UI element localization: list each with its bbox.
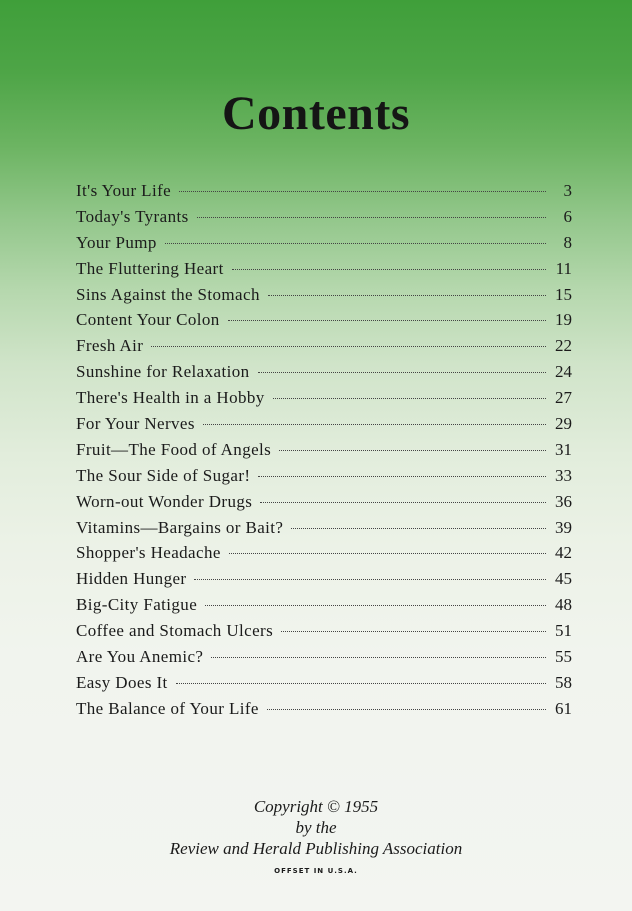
dot-leader <box>291 528 546 529</box>
copyright-line: Copyright © 1955 <box>253 797 379 816</box>
toc-entry-page-number: 39 <box>555 517 572 537</box>
toc-entry <box>76 592 572 618</box>
toc-entry <box>76 463 572 489</box>
toc-entry-title: Sins Against the Stomach <box>76 284 260 304</box>
toc-entry-page-number: 29 <box>555 414 572 434</box>
table-of-contents <box>76 178 572 722</box>
toc-entry-title: The Balance of Your Life <box>76 698 259 718</box>
toc-entry-page-number: 48 <box>555 595 572 615</box>
copyright-block <box>0 796 632 859</box>
toc-entry-page-number: 61 <box>555 698 572 718</box>
toc-entry-title: Coffee and Stomach Ulcers <box>76 621 274 641</box>
toc-entry <box>76 256 572 282</box>
dot-leader <box>165 243 546 244</box>
toc-entry-title: Big-City Fatigue <box>76 595 198 615</box>
toc-entry-title: The Fluttering Heart <box>76 258 224 278</box>
dot-leader <box>258 372 546 373</box>
toc-entry <box>76 204 572 230</box>
toc-entry <box>76 670 572 696</box>
toc-entry-page-number: 36 <box>555 491 572 511</box>
publisher-name: Review and Herald Publishing Association <box>169 839 463 858</box>
toc-entry <box>76 178 572 204</box>
toc-entry <box>76 333 572 359</box>
toc-entry-page-number: 55 <box>555 647 572 667</box>
dot-leader <box>258 476 546 477</box>
toc-entry-title: Easy Does It <box>76 672 168 692</box>
dot-leader <box>197 217 546 218</box>
toc-entry-page-number: 22 <box>555 336 572 356</box>
dot-leader <box>268 295 546 296</box>
toc-entry-page-number: 24 <box>555 362 572 382</box>
toc-entry <box>76 515 572 541</box>
dot-leader <box>267 709 546 710</box>
toc-entry-title: For Your Nerves <box>76 414 195 434</box>
toc-entry <box>76 359 572 385</box>
toc-entry <box>76 618 572 644</box>
toc-entry-page-number: 3 <box>563 181 572 200</box>
toc-entry-title: Your Pump <box>76 232 157 252</box>
dot-leader <box>260 502 546 503</box>
toc-entry-page-number: 8 <box>563 232 572 252</box>
toc-entry <box>76 566 572 592</box>
toc-entry-title: It's Your Life <box>76 181 172 200</box>
toc-entry <box>76 644 572 670</box>
printer-note: OFFSET IN U.S.A. <box>274 867 358 875</box>
toc-entry-page-number: 15 <box>555 284 572 304</box>
toc-entry <box>76 696 572 722</box>
toc-entry-page-number: 19 <box>555 310 572 330</box>
dot-leader <box>151 346 546 347</box>
toc-entry-title: Sunshine for Relaxation <box>76 362 250 382</box>
dot-leader <box>273 398 546 399</box>
toc-entry-title: Are You Anemic? <box>76 647 204 667</box>
toc-entry-page-number: 27 <box>555 388 572 408</box>
toc-entry <box>76 437 572 463</box>
toc-entry-title: Fruit—The Food of Angels <box>76 439 272 459</box>
dot-leader <box>194 579 546 580</box>
toc-entry-title: Hidden Hunger <box>76 569 187 589</box>
dot-leader <box>229 553 546 554</box>
toc-entry-page-number: 6 <box>563 206 572 226</box>
dot-leader <box>203 424 546 425</box>
toc-entry <box>76 385 572 411</box>
toc-entry-page-number: 42 <box>555 543 572 563</box>
toc-entry-title: Fresh Air <box>76 336 144 356</box>
toc-entry-title: Shopper's Headache <box>76 543 221 563</box>
toc-entry <box>76 411 572 437</box>
toc-entry <box>76 230 572 256</box>
dot-leader <box>179 191 546 192</box>
toc-entry-title: The Sour Side of Sugar! <box>76 465 251 485</box>
dot-leader <box>228 320 546 321</box>
toc-entry <box>76 282 572 308</box>
toc-entry-title: Worn-out Wonder Drugs <box>76 491 253 511</box>
dot-leader <box>232 269 546 270</box>
toc-entry <box>76 540 572 566</box>
toc-entry-page-number: 51 <box>555 621 572 641</box>
toc-entry-page-number: 33 <box>555 465 572 485</box>
toc-entry-page-number: 45 <box>555 569 572 589</box>
toc-entry-page-number: 11 <box>555 258 572 278</box>
toc-entry-title: Today's Tyrants <box>76 206 189 226</box>
toc-entry <box>76 307 572 333</box>
dot-leader <box>205 605 546 606</box>
page-title: Contents <box>221 87 410 140</box>
copyright-by-line: by the <box>295 818 337 837</box>
toc-entry-title: There's Health in a Hobby <box>76 388 265 408</box>
dot-leader <box>279 450 546 451</box>
toc-entry-title: Content Your Colon <box>76 310 220 330</box>
toc-entry-page-number: 31 <box>555 439 572 459</box>
toc-entry-title: Vitamins—Bargains or Bait? <box>76 517 284 537</box>
dot-leader <box>281 631 546 632</box>
dot-leader <box>176 683 546 684</box>
toc-entry-page-number: 58 <box>555 672 572 692</box>
dot-leader <box>211 657 546 658</box>
toc-entry <box>76 489 572 515</box>
